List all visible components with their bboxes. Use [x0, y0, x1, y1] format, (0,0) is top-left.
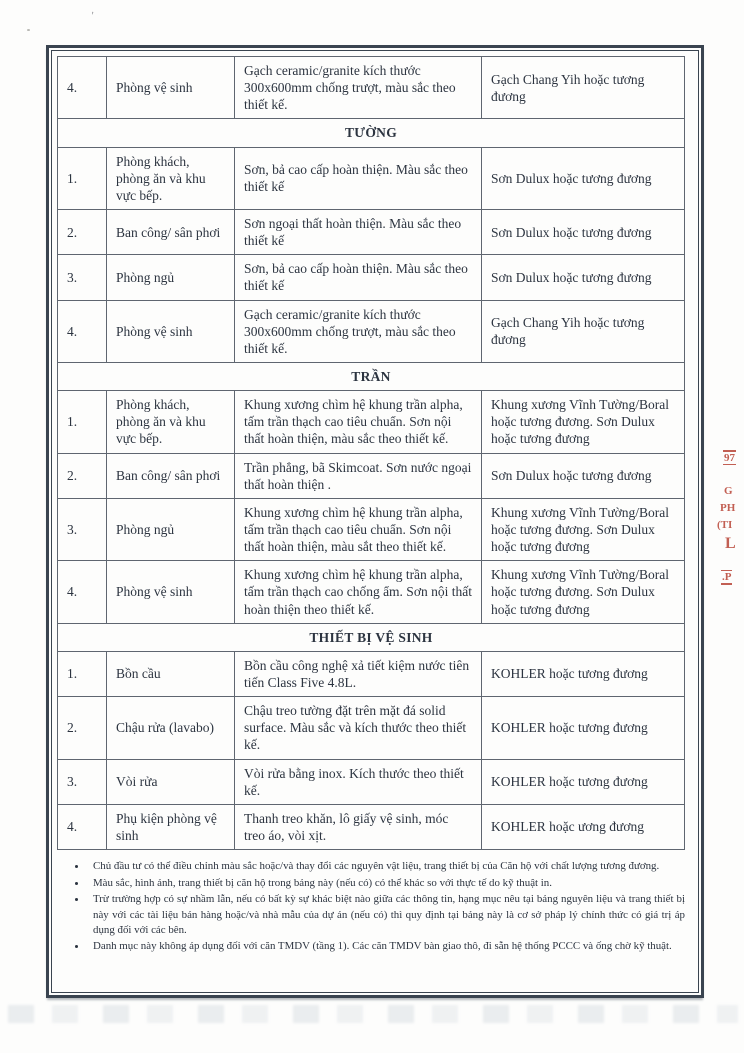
table-row [58, 651, 685, 696]
footnote-item: • Danh mục này không áp dụng đối với căn TMDV (tầng 1). Các căn TMDV bàn giao thô, đi sẵn hệ thống PCCC và ống chờ kỹ thuật. [87, 939, 685, 954]
cell-desc: Sơn, bả cao cấp hoàn thiện. Màu sắc theo thiết kế [235, 147, 482, 209]
section-header-row [58, 119, 685, 147]
cell-brand: KOHLER hoặc tương đương [482, 651, 685, 696]
cell-desc: Bồn cầu công nghệ xả tiết kiệm nước tiên tiến Class Five 4.8L. [235, 651, 482, 696]
stamp-fragment: PH [720, 502, 736, 514]
cell-no: 1. [58, 391, 107, 453]
table-row [58, 453, 685, 498]
cell-desc: Chậu treo tường đặt trên mặt đá solid surface. Màu sắc và kích thước theo thiết kế. [235, 697, 482, 759]
cell-no: 2. [58, 209, 107, 254]
cell-desc: Gạch ceramic/granite kích thước 300x600mm chống trượt, màu sắc theo thiết kế. [235, 57, 482, 119]
cell-brand: Gạch Chang Yih hoặc tương đương [482, 57, 685, 119]
table-row [58, 57, 685, 119]
cell-room: Phòng ngủ [107, 255, 235, 300]
cell-no: 1. [58, 651, 107, 696]
cell-desc: Thanh treo khăn, lô giấy vệ sinh, móc treo áo, vòi xịt. [235, 804, 482, 849]
cell-room: Vòi rửa [107, 759, 235, 804]
cell-room: Bồn cầu [107, 651, 235, 696]
table-row [58, 498, 685, 560]
cell-brand: Khung xương Vĩnh Tường/Boral hoặc tương đương. Sơn Dulux hoặc tương đương [482, 561, 685, 623]
stamp-fragment: .P [722, 571, 732, 583]
cell-desc: Vòi rửa bằng inox. Kích thước theo thiết kế. [235, 759, 482, 804]
stamp-fragment: 97 [724, 452, 735, 464]
cell-no: 3. [58, 498, 107, 560]
table-row [58, 804, 685, 849]
stamp-fragment: G [724, 485, 733, 497]
section-header-row [58, 362, 685, 390]
cell-room: Phòng khách, phòng ăn và khu vực bếp. [107, 391, 235, 453]
cell-brand: KOHLER hoặc ương đương [482, 804, 685, 849]
cell-brand: Sơn Dulux hoặc tương đương [482, 147, 685, 209]
table-row [58, 391, 685, 453]
cell-desc: Khung xương chìm hệ khung trần alpha, tấm trần thạch cao chống ẩm. Sơn nội thất hoàn thiện theo thiết kế. [235, 561, 482, 623]
cell-brand: Khung xương Vĩnh Tường/Boral hoặc tương đương. Sơn Dulux hoặc tương đương [482, 391, 685, 453]
red-stamp-fragments [710, 440, 744, 600]
cell-no: 4. [58, 57, 107, 119]
table-row [58, 209, 685, 254]
cell-brand: Sơn Dulux hoặc tương đương [482, 453, 685, 498]
finish-specification-table [57, 56, 685, 850]
section-header-label: THIẾT BỊ VỆ SINH [58, 623, 685, 651]
footnote-item: • Màu sắc, hình ảnh, trang thiết bị căn hộ trong bảng này (nếu có) có thể khác so với thực tế do kỹ thuật in. [87, 876, 685, 891]
stamp-fragment: (TI [717, 519, 733, 531]
section-header-label: TƯỜNG [58, 119, 685, 147]
cell-room: Phòng vệ sinh [107, 300, 235, 362]
cell-room: Chậu rửa (lavabo) [107, 697, 235, 759]
cell-no: 1. [58, 147, 107, 209]
cell-no: 3. [58, 255, 107, 300]
cell-no: 4. [58, 300, 107, 362]
cell-brand: Khung xương Vĩnh Tường/Boral hoặc tương đương. Sơn Dulux hoặc tương đương [482, 498, 685, 560]
table-row [58, 561, 685, 623]
table-row [58, 697, 685, 759]
cell-brand: Gạch Chang Yih hoặc tương đương [482, 300, 685, 362]
cell-room: Phòng vệ sinh [107, 57, 235, 119]
cell-desc: Sơn ngoại thất hoàn thiện. Màu sắc theo thiết kế [235, 209, 482, 254]
cell-desc: Gạch ceramic/granite kích thước 300x600mm chống trượt, màu sắc theo thiết kế. [235, 300, 482, 362]
scan-speck: ' [89, 9, 95, 23]
cell-desc: Trần phẳng, bã Skimcoat. Sơn nước ngoại thất hoàn thiện . [235, 453, 482, 498]
footnote-item: • Trừ trường hợp có sự nhầm lẫn, nếu có bất kỳ sự khác biệt nào giữa các thông tin, hạng mục nêu tại bảng nguyên liệu và trang thiết bị này với các tài liệu bán hàng hoặc/và nhà mẫu của dự án (nếu có) thì quy định tại bảng này là cơ sở pháp lý chính thức có giá trị áp dụng đối với các bên. [87, 892, 685, 938]
cell-room: Ban công/ sân phơi [107, 453, 235, 498]
footnote-item: • Chủ đầu tư có thể điều chỉnh màu sắc hoặc/và thay đổi các nguyên vật liệu, trang thiết bị của Căn hộ với chất lượng tương đương. [87, 859, 685, 874]
cell-brand: KOHLER hoặc tương đương [482, 759, 685, 804]
table-row [58, 255, 685, 300]
scan-noise-strip [8, 1005, 738, 1023]
cell-room: Phòng khách, phòng ăn và khu vực bếp. [107, 147, 235, 209]
cell-brand: Sơn Dulux hoặc tương đương [482, 255, 685, 300]
cell-no: 4. [58, 804, 107, 849]
table-row [58, 300, 685, 362]
cell-no: 2. [58, 697, 107, 759]
cell-room: Ban công/ sân phơi [107, 209, 235, 254]
table-row [58, 759, 685, 804]
cell-brand: KOHLER hoặc tương đương [482, 697, 685, 759]
cell-room: Phòng vệ sinh [107, 561, 235, 623]
cell-room: Phụ kiện phòng vệ sinh [107, 804, 235, 849]
cell-desc: Khung xương chìm hệ khung trần alpha, tấm trần thạch cao tiêu chuẩn. Sơn nội thất hoàn thiện, màu sắc theo thiết kế. [235, 391, 482, 453]
cell-brand: Sơn Dulux hoặc tương đương [482, 209, 685, 254]
cell-desc: Sơn, bả cao cấp hoàn thiện. Màu sắc theo thiết kế [235, 255, 482, 300]
cell-no: 3. [58, 759, 107, 804]
stamp-fragment: L [725, 535, 736, 552]
footnotes-list [57, 859, 685, 955]
section-header-row [58, 623, 685, 651]
cell-no: 2. [58, 453, 107, 498]
document-border-frame [46, 45, 704, 998]
table-row [58, 147, 685, 209]
section-header-label: TRẦN [58, 362, 685, 390]
document-content-area [51, 50, 699, 993]
cell-room: Phòng ngủ [107, 498, 235, 560]
spec-table-body [58, 57, 685, 850]
cell-desc: Khung xương chìm hệ khung trần alpha, tấm trần thạch cao tiêu chuẩn. Sơn nội thất hoàn thiện, màu sắt theo thiết kế. [235, 498, 482, 560]
cell-no: 4. [58, 561, 107, 623]
